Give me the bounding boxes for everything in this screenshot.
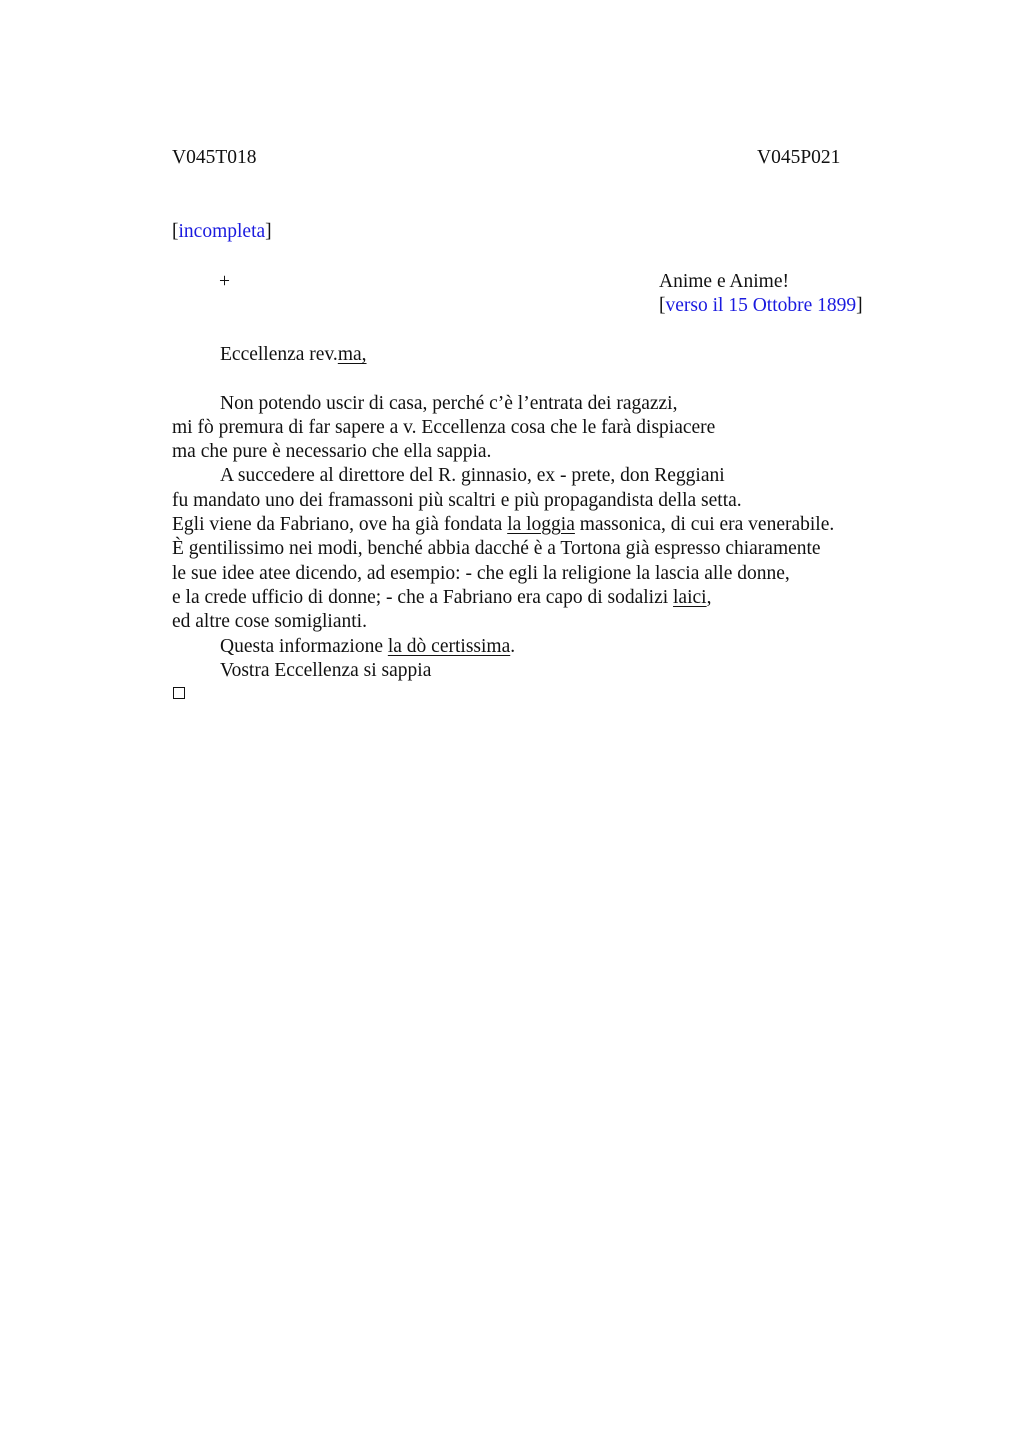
incomplete-note bbox=[172, 220, 272, 244]
underlined-phrase: la dò certissima bbox=[387, 636, 511, 657]
square-outline-icon bbox=[173, 687, 185, 699]
body-line bbox=[172, 513, 834, 537]
body-line: ma che pure è necessario che ella sappia. bbox=[172, 441, 492, 462]
motto: Anime e Anime! bbox=[659, 271, 789, 292]
body-line: fu mandato uno dei framassoni più scaltri e più propagandista della setta. bbox=[172, 490, 742, 511]
body-line: Non potendo uscir di casa, perché c’è l’entrata dei ragazzi, bbox=[220, 393, 678, 414]
body-line bbox=[172, 586, 711, 610]
underlined-phrase: la loggia bbox=[507, 514, 575, 535]
body-text: Egli viene da Fabriano, ove ha già fondata bbox=[172, 514, 508, 535]
body-text: . bbox=[510, 636, 516, 657]
salutation bbox=[220, 343, 367, 367]
bracket-close: ] bbox=[856, 295, 863, 316]
bracket-open: [ bbox=[659, 295, 666, 316]
body-text: Questa informazione bbox=[220, 636, 388, 657]
header-right-code: V045P021 bbox=[757, 147, 841, 168]
salutation-underlined: ma, bbox=[337, 344, 367, 365]
body-text: , bbox=[706, 587, 712, 608]
body-line: le sue idee atee dicendo, ad esempio: - che egli la religione la lascia alle donne, bbox=[172, 563, 790, 584]
body-line: mi fò premura di far sapere a v. Eccellenza cosa che le farà dispiacere bbox=[172, 417, 716, 438]
cross-symbol: + bbox=[219, 271, 230, 292]
header-left-code: V045T018 bbox=[172, 147, 257, 168]
letter-date bbox=[659, 294, 863, 318]
bracket-open: [ bbox=[172, 221, 179, 242]
body-line: ed altre cose somiglianti. bbox=[172, 611, 367, 632]
body-text: massonica, di cui era venerabile. bbox=[574, 514, 835, 535]
body-line: A succedere al direttore del R. ginnasio, ex - prete, don Reggiani bbox=[220, 465, 725, 486]
underlined-phrase: laici bbox=[673, 587, 707, 608]
body-line: È gentilissimo nei modi, benché abbia dacché è a Tortona già espresso chiaramente bbox=[172, 538, 821, 559]
body-line bbox=[220, 635, 515, 659]
incomplete-note-text: incompleta bbox=[178, 221, 266, 242]
salutation-text: Eccellenza rev. bbox=[220, 344, 338, 365]
body-line: Vostra Eccellenza si sappia bbox=[220, 660, 432, 681]
bracket-close: ] bbox=[265, 221, 272, 242]
letter-date-text: verso il 15 Ottobre 1899 bbox=[665, 295, 857, 316]
body-text: e la crede ufficio di donne; - che a Fabriano era capo di sodalizi bbox=[172, 587, 674, 608]
